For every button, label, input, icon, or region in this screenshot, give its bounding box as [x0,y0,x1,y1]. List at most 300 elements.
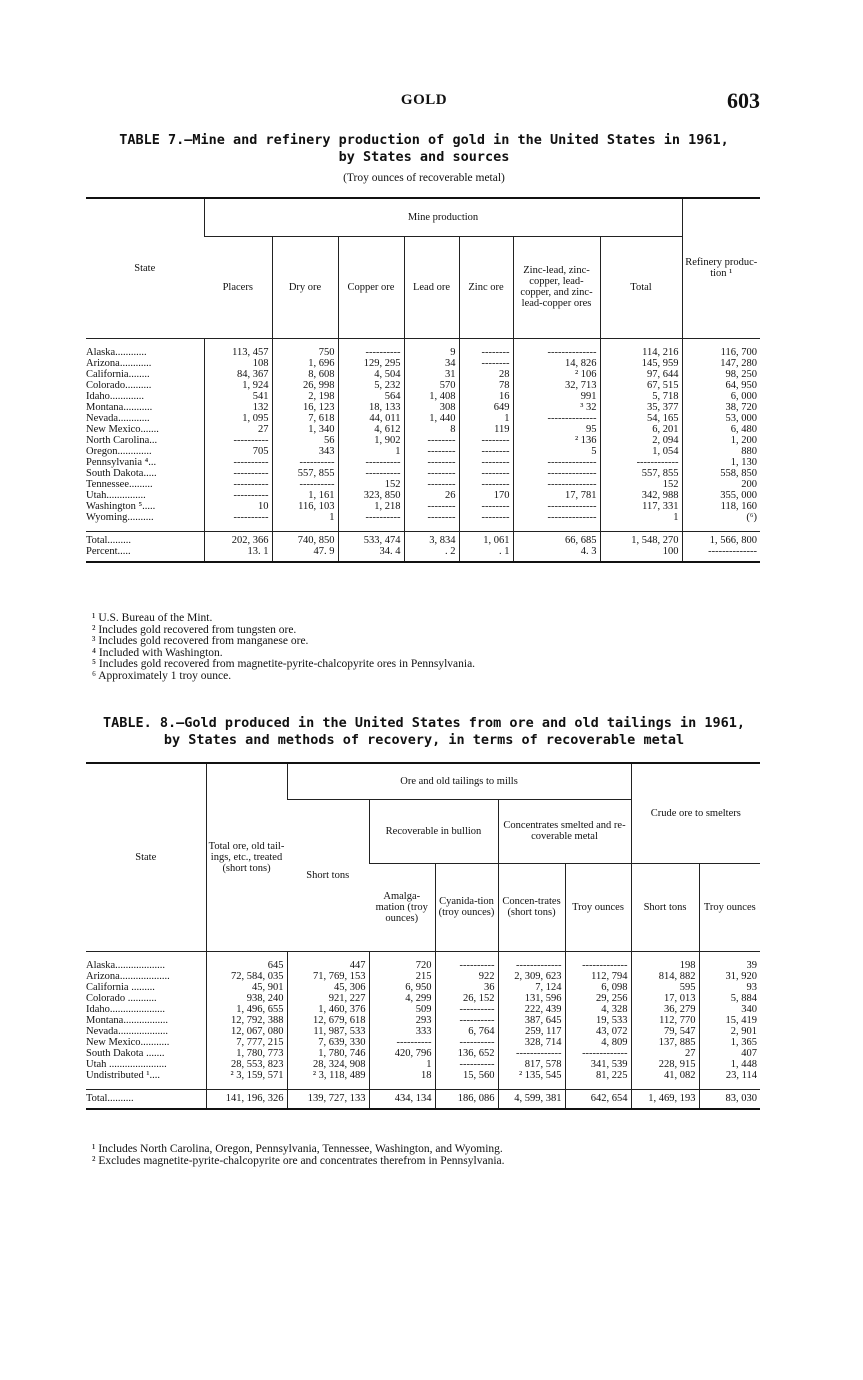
value-cell: 564 [338,391,404,402]
value-cell: 131, 596 [498,993,565,1004]
value-cell: ² 106 [513,369,600,380]
value-cell: 84, 367 [204,369,272,380]
value-cell: 23, 114 [699,1070,760,1081]
value-cell: -------- [404,446,459,457]
spacer-row [86,557,760,562]
value-cell: ---------- [435,1015,498,1026]
value-cell: . 1 [459,546,513,557]
spacer-cell [338,523,404,532]
footnote: ³ Includes gold recovered from manganese ore. [92,635,309,647]
value-cell: 1, 161 [272,490,338,501]
value-cell: 108 [204,358,272,369]
value-cell: 1, 780, 746 [287,1048,369,1059]
value-cell: 533, 474 [338,531,404,546]
value-cell: -------------- [513,479,600,490]
value-cell: -------- [459,435,513,446]
value-cell: 152 [600,479,682,490]
table7-header-mine-production: Mine production [204,198,682,236]
value-cell: -------- [459,468,513,479]
table8-header-concentrates: Concen-trates (short tons) [498,863,565,951]
table8-header-mills-group: Ore and old tailings to mills [287,763,631,799]
value-cell: 100 [600,546,682,557]
value-cell: 1 [369,1059,435,1070]
value-cell: ² 3, 159, 571 [206,1070,287,1081]
value-cell: 333 [369,1026,435,1037]
value-cell: 740, 850 [272,531,338,546]
spacer-cell [204,557,272,562]
value-cell: 2, 901 [699,1026,760,1037]
spacer-cell [272,557,338,562]
value-cell: 66, 685 [513,531,600,546]
value-cell: 323, 850 [338,490,404,501]
state-cell: Tennessee......... [86,478,153,490]
value-cell: 4, 504 [338,369,404,380]
spacer-cell [699,1081,760,1090]
table8-header-crude-troy-ounces: Troy ounces [699,863,760,951]
state-cell: New Mexico....... [86,423,159,435]
value-cell: ---------- [204,468,272,479]
table8-row [86,982,760,993]
footnote: ⁵ Includes gold recovered from magnetite-pyrite-chalcopyrite ores in Pennsylvania. [92,658,476,670]
value-cell: 97, 644 [600,369,682,380]
value-cell: 12, 679, 618 [287,1015,369,1026]
value-cell: -------- [459,479,513,490]
state-cell: Utah ...................... [86,1058,167,1070]
table8-header-state: State [86,763,206,951]
table7-row [86,479,760,490]
table7-header-total: Total [600,236,682,338]
value-cell: 991 [513,391,600,402]
value-cell: 1, 780, 773 [206,1048,287,1059]
table8-header-bullion-group: Recoverable in bullion [369,799,498,863]
value-cell: 1 [272,512,338,523]
value-cell: 12, 067, 080 [206,1026,287,1037]
value-cell: 114, 216 [600,347,682,358]
state-cell: Arizona............ [86,357,152,369]
value-cell: 407 [699,1048,760,1059]
spacer-cell [631,1081,699,1090]
value-cell: 814, 882 [631,971,699,982]
value-cell: 4, 299 [369,993,435,1004]
value-cell: 34. 4 [338,546,404,557]
value-cell: 136, 652 [435,1048,498,1059]
spacer-row [86,1104,760,1109]
value-cell: 132 [204,402,272,413]
state-cell: Nevada............ [86,412,150,424]
table8-row [86,1059,760,1070]
state-cell: Utah............... [86,489,146,501]
value-cell: 113, 457 [204,347,272,358]
table8-row [86,993,760,1004]
spacer-row [86,1081,760,1090]
value-cell: 1, 130 [682,457,760,468]
state-cell: Percent..... [86,545,131,557]
value-cell: 817, 578 [498,1059,565,1070]
value-cell: 72, 584, 035 [206,971,287,982]
value-cell: 54, 165 [600,413,682,424]
value-cell: 342, 988 [600,490,682,501]
state-cell: New Mexico........... [86,1036,170,1048]
value-cell: 1, 408 [404,391,459,402]
value-cell: 880 [682,446,760,457]
value-cell: 17, 013 [631,993,699,1004]
value-cell: ------------- [498,1048,565,1059]
value-cell: 78 [459,380,513,391]
value-cell: 922 [435,971,498,982]
value-cell: -------- [459,501,513,512]
spacer-cell [631,1104,699,1109]
table8-row [86,1048,760,1059]
value-cell: 28 [459,369,513,380]
value-cell: 434, 134 [369,1089,435,1104]
spacer-cell [513,338,600,347]
value-cell: 1 [338,446,404,457]
value-cell: ² 135, 545 [498,1070,565,1081]
value-cell: 71, 769, 153 [287,971,369,982]
value-cell: 119 [459,424,513,435]
value-cell: 145, 959 [600,358,682,369]
value-cell: 355, 000 [682,490,760,501]
spacer-cell [498,951,565,960]
value-cell: 18 [369,1070,435,1081]
value-cell: 5, 232 [338,380,404,391]
value-cell: 67, 515 [600,380,682,391]
value-cell: -------- [459,358,513,369]
footnote: ¹ U.S. Bureau of the Mint. [92,612,213,624]
value-cell: -------------- [513,468,600,479]
value-cell: 79, 547 [631,1026,699,1037]
table7-row [86,380,760,391]
value-cell: 4, 328 [565,1004,631,1015]
state-cell: Arizona................... [86,970,170,982]
spacer-cell [600,523,682,532]
value-cell: 6, 201 [600,424,682,435]
value-cell: 705 [204,446,272,457]
value-cell: ---------- [435,960,498,971]
value-cell: 28, 324, 908 [287,1059,369,1070]
state-cell: North Carolina... [86,434,158,446]
value-cell: 1, 200 [682,435,760,446]
value-cell: 558, 850 [682,468,760,479]
table8-header-concentrates-group: Concentrates smelted and re-coverable metal [498,799,631,863]
spacer-cell [86,557,204,562]
spacer-cell [404,523,459,532]
value-cell: 15, 419 [699,1015,760,1026]
value-cell: ---------- [272,457,338,468]
value-cell: 7, 777, 215 [206,1037,287,1048]
value-cell: 16 [459,391,513,402]
value-cell: 8, 608 [272,369,338,380]
value-cell: 117, 331 [600,501,682,512]
spacer-cell [206,1081,287,1090]
value-cell: ---------- [369,1037,435,1048]
value-cell: 198 [631,960,699,971]
value-cell: 308 [404,402,459,413]
value-cell: 1, 469, 193 [631,1089,699,1104]
spacer-cell [287,951,369,960]
value-cell: -------- [459,347,513,358]
table7-header-state: State [86,198,204,338]
spacer-cell [404,557,459,562]
value-cell: 7, 124 [498,982,565,993]
table7-footnotes [92,613,772,682]
value-cell: -------------- [513,512,600,523]
spacer-cell [600,338,682,347]
spacer-cell [272,523,338,532]
value-cell: 1, 496, 655 [206,1004,287,1015]
table7-row [86,413,760,424]
spacer-cell [682,338,760,347]
table8-header-crude-short-tons: Short tons [631,863,699,951]
state-cell: Alaska................... [86,959,166,971]
table7-header-lead-ore: Lead ore [404,236,459,338]
value-cell: 95 [513,424,600,435]
spacer-cell [699,951,760,960]
value-cell: 31, 920 [699,971,760,982]
value-cell: 2, 198 [272,391,338,402]
state-cell: Idaho..................... [86,1003,166,1015]
footnote: ⁴ Included with Washington. [92,646,223,659]
value-cell: 32, 713 [513,380,600,391]
table7-row [86,358,760,369]
value-cell: 557, 855 [600,468,682,479]
spacer-cell [459,523,513,532]
value-cell: 53, 000 [682,413,760,424]
value-cell: 202, 366 [204,531,272,546]
spacer-cell [338,338,404,347]
spacer-cell [513,523,600,532]
spacer-cell [369,1081,435,1090]
state-cell: California ......... [86,981,155,993]
table8-row [86,960,760,971]
table7-row [86,501,760,512]
value-cell: . 2 [404,546,459,557]
value-cell: 11, 987, 533 [287,1026,369,1037]
value-cell: 81, 225 [565,1070,631,1081]
value-cell: 1, 061 [459,531,513,546]
value-cell: 4, 599, 381 [498,1089,565,1104]
value-cell: 4, 612 [338,424,404,435]
value-cell: ---------- [204,457,272,468]
table7-row [86,457,760,468]
value-cell: 44, 011 [338,413,404,424]
value-cell: 27 [631,1048,699,1059]
value-cell: 6, 098 [565,982,631,993]
spacer-cell [86,951,206,960]
value-cell: 1 [459,413,513,424]
value-cell: 1, 548, 270 [600,531,682,546]
value-cell: 938, 240 [206,993,287,1004]
value-cell: 341, 539 [565,1059,631,1070]
table8-header-crude-group: Crude ore to smelters [631,763,760,863]
spacer-cell [86,338,204,347]
value-cell: 293 [369,1015,435,1026]
value-cell: 10 [204,501,272,512]
value-cell: 1, 365 [699,1037,760,1048]
spacer-cell [513,557,600,562]
value-cell: 45, 306 [287,982,369,993]
value-cell: -------- [404,479,459,490]
value-cell: 139, 727, 133 [287,1089,369,1104]
value-cell: 56 [272,435,338,446]
value-cell: 26, 998 [272,380,338,391]
state-cell: Undistributed ¹.... [86,1069,161,1081]
state-cell: Oregon............. [86,445,152,457]
value-cell: 39 [699,960,760,971]
spacer-cell [682,557,760,562]
state-cell: Total.......... [86,1089,206,1104]
table8-row [86,1004,760,1015]
table8-header-cyanidation: Cyanida-tion (troy ounces) [435,863,498,951]
value-cell: 570 [404,380,459,391]
value-cell: 13. 1 [204,546,272,557]
value-cell: (⁶) [682,512,760,523]
value-cell: 41, 082 [631,1070,699,1081]
spacer-cell [287,1081,369,1090]
table7-row [86,446,760,457]
spacer-cell [204,338,272,347]
state-cell: Alaska............ [86,346,147,358]
spacer-cell [206,1104,287,1109]
value-cell: 98, 250 [682,369,760,380]
value-cell: -------- [459,446,513,457]
table7-total-row [86,531,760,546]
value-cell: 34 [404,358,459,369]
table7-header-placers: Placers [204,236,272,338]
value-cell: 7, 639, 330 [287,1037,369,1048]
value-cell: 200 [682,479,760,490]
value-cell: 5, 884 [699,993,760,1004]
value-cell: ---------- [338,512,404,523]
value-cell: 170 [459,490,513,501]
value-cell: 118, 160 [682,501,760,512]
page-number: 603 [727,88,760,113]
value-cell: 26 [404,490,459,501]
value-cell: 2, 309, 623 [498,971,565,982]
value-cell: 18, 133 [338,402,404,413]
value-cell: 595 [631,982,699,993]
table7-row [86,402,760,413]
value-cell: -------------- [513,413,600,424]
value-cell: ---------- [204,435,272,446]
value-cell: 1 [600,512,682,523]
spacer-cell [204,523,272,532]
spacer-cell [498,1104,565,1109]
value-cell: 328, 714 [498,1037,565,1048]
spacer-cell [565,1081,631,1090]
value-cell: 5, 718 [600,391,682,402]
value-cell: 447 [287,960,369,971]
table8-header-amalgamation: Amalga-mation (troy ounces) [369,863,435,951]
table7-caption-line1: TABLE 7.—Mine and refinery production of gold in the United States in 1961, [119,132,729,148]
state-cell: Wyoming.......... [86,511,154,523]
value-cell: 720 [369,960,435,971]
state-cell: South Dakota ....... [86,1047,165,1059]
value-cell: 26, 152 [435,993,498,1004]
value-cell: 541 [204,391,272,402]
value-cell: ------------- [498,960,565,971]
value-cell: 31 [404,369,459,380]
value-cell: -------- [459,512,513,523]
value-cell: ---------- [204,479,272,490]
value-cell: 1, 340 [272,424,338,435]
value-cell: 14, 826 [513,358,600,369]
value-cell: 83, 030 [699,1089,760,1104]
table7-subtitle: (Troy ounces of recoverable metal) [343,172,505,184]
state-cell: Total......... [86,531,204,546]
spacer-cell [435,951,498,960]
table7-row [86,347,760,358]
value-cell: 147, 280 [682,358,760,369]
value-cell: 4, 809 [565,1037,631,1048]
value-cell: 1, 448 [699,1059,760,1070]
spacer-cell [435,1104,498,1109]
value-cell: 9 [404,347,459,358]
value-cell: ------------- [565,960,631,971]
value-cell: 5 [513,446,600,457]
table8-body [86,951,760,1109]
value-cell: 8 [404,424,459,435]
running-head [88,88,760,114]
table7-header-zinc-lead: Zinc-lead, zinc-copper, lead-copper, and zinc-lead-copper ores [513,236,600,338]
value-cell: 3, 834 [404,531,459,546]
spacer-cell [459,557,513,562]
value-cell: 116, 103 [272,501,338,512]
value-cell: 6, 950 [369,982,435,993]
table7-row [86,490,760,501]
spacer-row [86,951,760,960]
spacer-cell [565,951,631,960]
table8-row [86,1015,760,1026]
table7-header-dry-ore: Dry ore [272,236,338,338]
value-cell: -------- [459,457,513,468]
spacer-cell [338,557,404,562]
value-cell: 1, 218 [338,501,404,512]
value-cell: -------- [404,435,459,446]
spacer-cell [86,523,204,532]
spacer-cell [631,951,699,960]
value-cell: -------------- [682,546,760,557]
value-cell: -------- [404,512,459,523]
value-cell: 7, 618 [272,413,338,424]
value-cell: 1, 460, 376 [287,1004,369,1015]
footnote: ⁶ Approximately 1 troy ounce. [92,669,232,682]
value-cell: 228, 915 [631,1059,699,1070]
spacer-cell [369,1104,435,1109]
spacer-cell [86,1104,206,1109]
value-cell: ² 3, 118, 489 [287,1070,369,1081]
value-cell: 36 [435,982,498,993]
value-cell: 1, 696 [272,358,338,369]
value-cell: 12, 792, 388 [206,1015,287,1026]
table7-caption-line2: by States and sources [338,149,510,165]
spacer-row [86,523,760,532]
value-cell: 19, 533 [565,1015,631,1026]
table7-header-copper-ore: Copper ore [338,236,404,338]
value-cell: 129, 295 [338,358,404,369]
value-cell: 557, 855 [272,468,338,479]
spacer-cell [498,1081,565,1090]
value-cell: ---------- [435,1037,498,1048]
state-cell: Washington ⁵..... [86,500,156,512]
footnote: ¹ Includes North Carolina, Oregon, Pennsylvania, Tennessee, Washington, and Wyoming. [92,1143,503,1155]
value-cell: 222, 439 [498,1004,565,1015]
table8 [86,762,760,1110]
value-cell: ³ 32 [513,402,600,413]
value-cell: 1, 054 [600,446,682,457]
table7-row [86,424,760,435]
table8-total-row [86,1089,760,1104]
